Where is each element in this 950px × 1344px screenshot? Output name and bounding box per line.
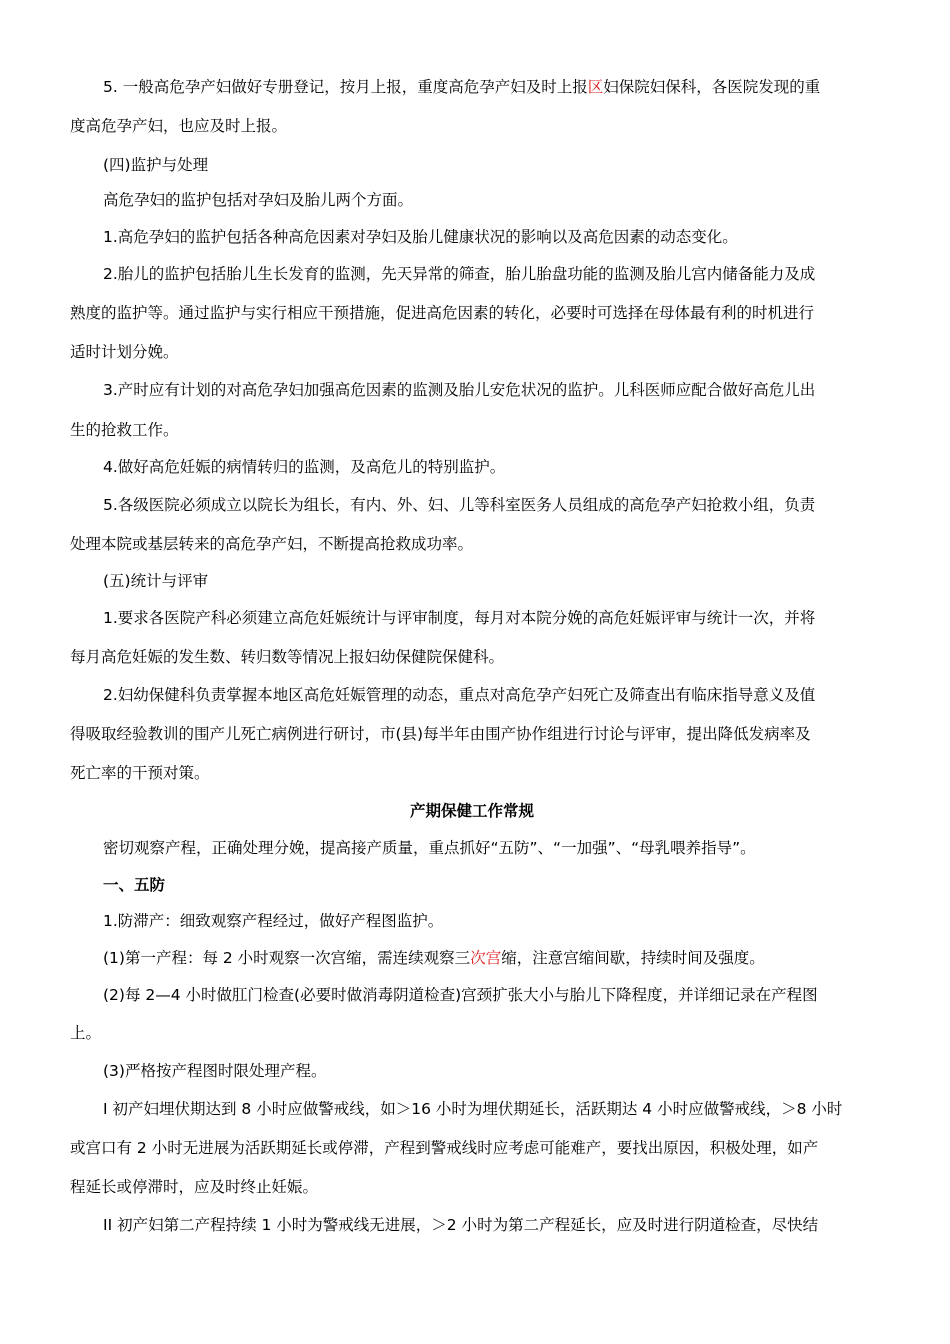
- highlighted-text-run: 区: [587, 78, 604, 96]
- text-run: 妇保院妇保科，各医院发现的重: [603, 78, 821, 96]
- roman-ii-line-1: II 初产妇第二产程持续 1 小时为警戒线无进展，＞2 小时为第二产程延长，应及时进行阴道检查，尽快结: [103, 1216, 819, 1234]
- roman-i-line-2: 或宫口有 2 小时无进展为活跃期延长或停滞，产程到警戒线时应考虑可能难产，要找出原因，积极处理，如产: [70, 1139, 819, 1157]
- monitoring-item-5-line-1: 5.各级医院必须成立以院长为组长，有内、外、妇、儿等科室医务人员组成的高危孕产妇抢救小组，负责: [103, 496, 816, 514]
- para-5-report-line-1: [103, 76, 820, 98]
- monitoring-item-2-line-2: 熟度的监护等。通过监护与实行相应干预措施，促进高危因素的转化，必要时可选择在母体最有利的时机进行: [70, 304, 815, 322]
- statistics-item-2-line-1: 2.妇幼保健科负责掌握本地区高危妊娠管理的动态，重点对高危孕产妇死亡及筛查出有临床指导意义及值: [103, 686, 816, 704]
- prevention-subitem-2-line-2: 上。: [70, 1024, 102, 1042]
- statistics-item-1-line-2: 每月高危妊娠的发生数、转归数等情况上报妇幼保健院保健科。: [70, 648, 505, 666]
- prevention-subitem-3: (3)严格按产程图时限处理产程。: [103, 1062, 327, 1080]
- monitoring-item-1: 1.高危孕妇的监护包括各种高危因素对孕妇及胎儿健康状况的影响以及高危因素的动态变化。: [103, 228, 738, 246]
- monitoring-item-2-line-3: 适时计划分娩。: [70, 343, 179, 361]
- highlighted-text-run: 次宫: [470, 949, 502, 967]
- prevention-item-1: 1.防滞产：细致观察产程经过，做好产程图监护。: [103, 912, 444, 930]
- text-run: 缩，注意宫缩间歇，持续时间及强度。: [501, 949, 765, 967]
- monitoring-item-5-line-2: 处理本院或基层转来的高危孕产妇，不断提高抢救成功率。: [70, 535, 474, 553]
- statistics-item-2-line-3: 死亡率的干预对策。: [70, 764, 210, 782]
- section-heading-statistics: (五)统计与评审: [103, 572, 209, 590]
- monitoring-item-4: 4.做好高危妊娠的病情转归的监测，及高危儿的特别监护。: [103, 458, 506, 476]
- prevention-subitem-1: [103, 947, 765, 969]
- monitoring-item-3-line-1: 3.产时应有计划的对高危孕妇加强高危因素的监测及胎儿安危状况的监护。儿科医师应配合做好高危儿出: [103, 381, 816, 399]
- roman-i-line-1: I 初产妇埋伏期达到 8 小时应做警戒线，如＞16 小时为埋伏期延长，活跃期达 4 小时应做警戒线，＞8 小时: [103, 1100, 843, 1118]
- statistics-item-1-line-1: 1.要求各医院产科必须建立高危妊娠统计与评审制度，每月对本院分娩的高危妊娠评审与统计一次，并将: [103, 609, 816, 627]
- roman-i-line-3: 程延长或停滞时，应及时终止妊娠。: [70, 1178, 319, 1196]
- monitoring-item-3-line-2: 生的抢救工作。: [70, 421, 179, 439]
- intro-paragraph: 密切观察产程，正确处理分娩，提高接产质量，重点抓好“五防”、“一加强”、“母乳喂养指导”。: [103, 839, 756, 857]
- section-heading-monitoring: (四)监护与处理: [103, 156, 209, 174]
- statistics-item-2-line-2: 得吸取经验教训的围产儿死亡病例进行研讨，市(县)每半年由围产协作组进行讨论与评审，提出降低发病率及: [70, 725, 811, 743]
- monitoring-item-2-line-1: 2.胎儿的监护包括胎儿生长发育的监测，先天异常的筛查，胎儿胎盘功能的监测及胎儿宫内储备能力及成: [103, 265, 816, 283]
- text-run: 5. 一般高危孕产妇做好专册登记，按月上报，重度高危孕产妇及时上报: [103, 78, 588, 96]
- text-run: (1)第一产程：每 2 小时观察一次宫缩，需连续观察三: [103, 949, 471, 967]
- para-5-report-line-2: 度高危孕产妇，也应及时上报。: [70, 117, 288, 135]
- document-title: 产期保健工作常规: [410, 802, 535, 820]
- monitoring-intro: 高危孕妇的监护包括对孕妇及胎儿两个方面。: [103, 191, 414, 209]
- prevention-subitem-2-line-1: (2)每 2—4 小时做肛门检查(必要时做消毒阴道检查)宫颈扩张大小与胎儿下降程度，并详细记录在产程图: [103, 986, 818, 1004]
- section-heading-five-preventions: 一、五防: [103, 876, 166, 894]
